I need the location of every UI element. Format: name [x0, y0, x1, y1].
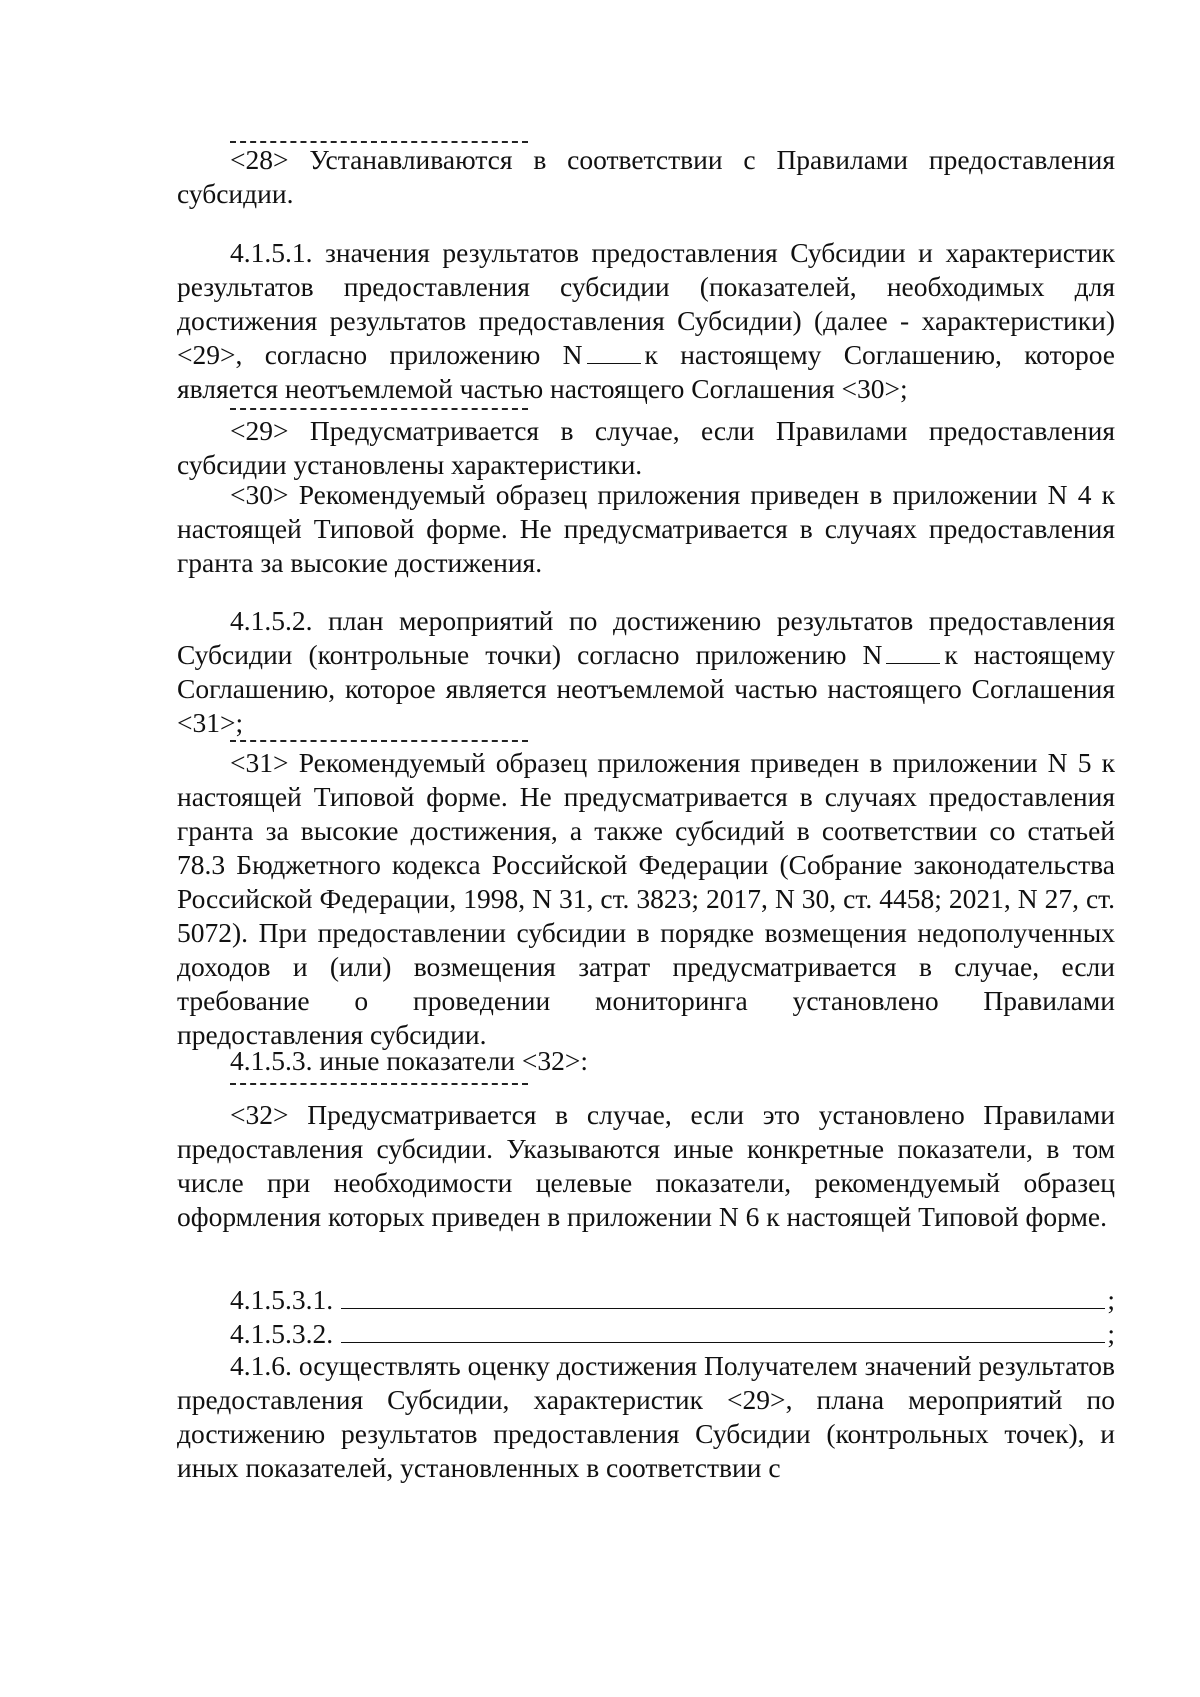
item-4-1-5-3-2 [177, 1317, 1115, 1351]
paragraph-4-1-6 [177, 1349, 1115, 1485]
footnote-separator [230, 408, 528, 410]
footnote-28-text: <28> Устанавливаются в соответствии с Правилами предоставления субсидии. [177, 144, 1115, 209]
paragraph-4-1-5-2-text-end: к настоящему Соглашению, которое является неотъемлемой частью настоящего Соглашения <31>; [177, 639, 1115, 738]
line-end-semicolon: ; [1107, 1318, 1115, 1349]
footnote-32 [177, 1098, 1115, 1234]
footnote-29 [177, 414, 1115, 482]
paragraph-4-1-5-1 [177, 236, 1115, 406]
paragraph-4-1-5-2-text [177, 604, 1115, 740]
paragraph-4-1-5-2 [177, 604, 1115, 740]
paragraph-4-1-6-text: 4.1.6. осуществлять оценку достижения Получателем значений результатов предоставления Субсидии, характеристик <29>, плана мероприятий по достижению результатов предоставления Субсидии (контрольных точек), и иных показателей, установленных в соответствии с [177, 1350, 1115, 1483]
blank-appendix-number [886, 641, 940, 664]
paragraph-4-1-5-1-text-start: 4.1.5.1. значения результатов предоставления Субсидии и характеристик результатов предоставления субсидии (показателей, необходимых для достижения результатов предоставления Субсидии) (далее - характеристики) <29>, согласно приложению N [177, 237, 1115, 370]
footnote-28 [177, 143, 1115, 211]
item-4-1-5-3-1-label: 4.1.5.3.1. [230, 1284, 334, 1315]
footnote-31-text: <31> Рекомендуемый образец приложения приведен в приложении N 5 к настоящей Типовой форме. Не предусматривается в случаях предоставления гранта за высокие достижения, а также субсидий в соответствии со статьей 78.3 Бюджетного кодекса Российской Федерации (Собрание законодательства Российской Федерации, 1998, N 31, ст. 3823; 2017, N 30, ст. 4458; 2021, N 27, ст. 5072). При предоставлении субсидии в порядке возмещения недополученных доходов и (или) возмещения затрат предусматривается в случае, если требование о проведении мониторинга установлено Правилами предоставления субсидии. [177, 747, 1115, 1050]
footnote-30-text: <30> Рекомендуемый образец приложения приведен в приложении N 4 к настоящей Типовой форме. Не предусматривается в случаях предоставления гранта за высокие достижения. [177, 479, 1115, 578]
paragraph-4-1-5-3-text: 4.1.5.3. иные показатели <32>: [230, 1045, 589, 1076]
paragraph-4-1-5-1-text-end: к настоящему Соглашению, которое является неотъемлемой частью настоящего Соглашения <30>; [177, 339, 1115, 404]
paragraph-4-1-5-1-text [177, 236, 1115, 406]
paragraph-4-1-5-2-text-start: 4.1.5.2. план мероприятий по достижению результатов предоставления Субсидии (контрольные точки) согласно приложению N [177, 605, 1115, 670]
footnote-separator [230, 740, 528, 742]
blank-fill-line [341, 1318, 1105, 1343]
footnote-32-text: <32> Предусматривается в случае, если это установлено Правилами предоставления субсидии. Указываются иные конкретные показатели, в том числе при необходимости целевые показатели, рекомендуемый образец оформления которых приведен в приложении N 6 к настоящей Типовой форме. [177, 1099, 1115, 1232]
item-4-1-5-3-2-label: 4.1.5.3.2. [230, 1318, 334, 1349]
footnote-separator [230, 1083, 528, 1085]
blank-appendix-number [587, 341, 641, 364]
line-end-semicolon: ; [1107, 1284, 1115, 1315]
paragraph-4-1-5-3 [177, 1044, 1115, 1078]
footnote-31 [177, 746, 1115, 1052]
blank-fill-line [341, 1284, 1105, 1309]
item-4-1-5-3-2-row [177, 1317, 1115, 1351]
item-4-1-5-3-1 [177, 1283, 1115, 1317]
item-4-1-5-3-1-row [177, 1283, 1115, 1317]
footnote-30 [177, 478, 1115, 580]
footnote-29-text: <29> Предусматривается в случае, если Правилами предоставления субсидии установлены характеристики. [177, 415, 1115, 480]
